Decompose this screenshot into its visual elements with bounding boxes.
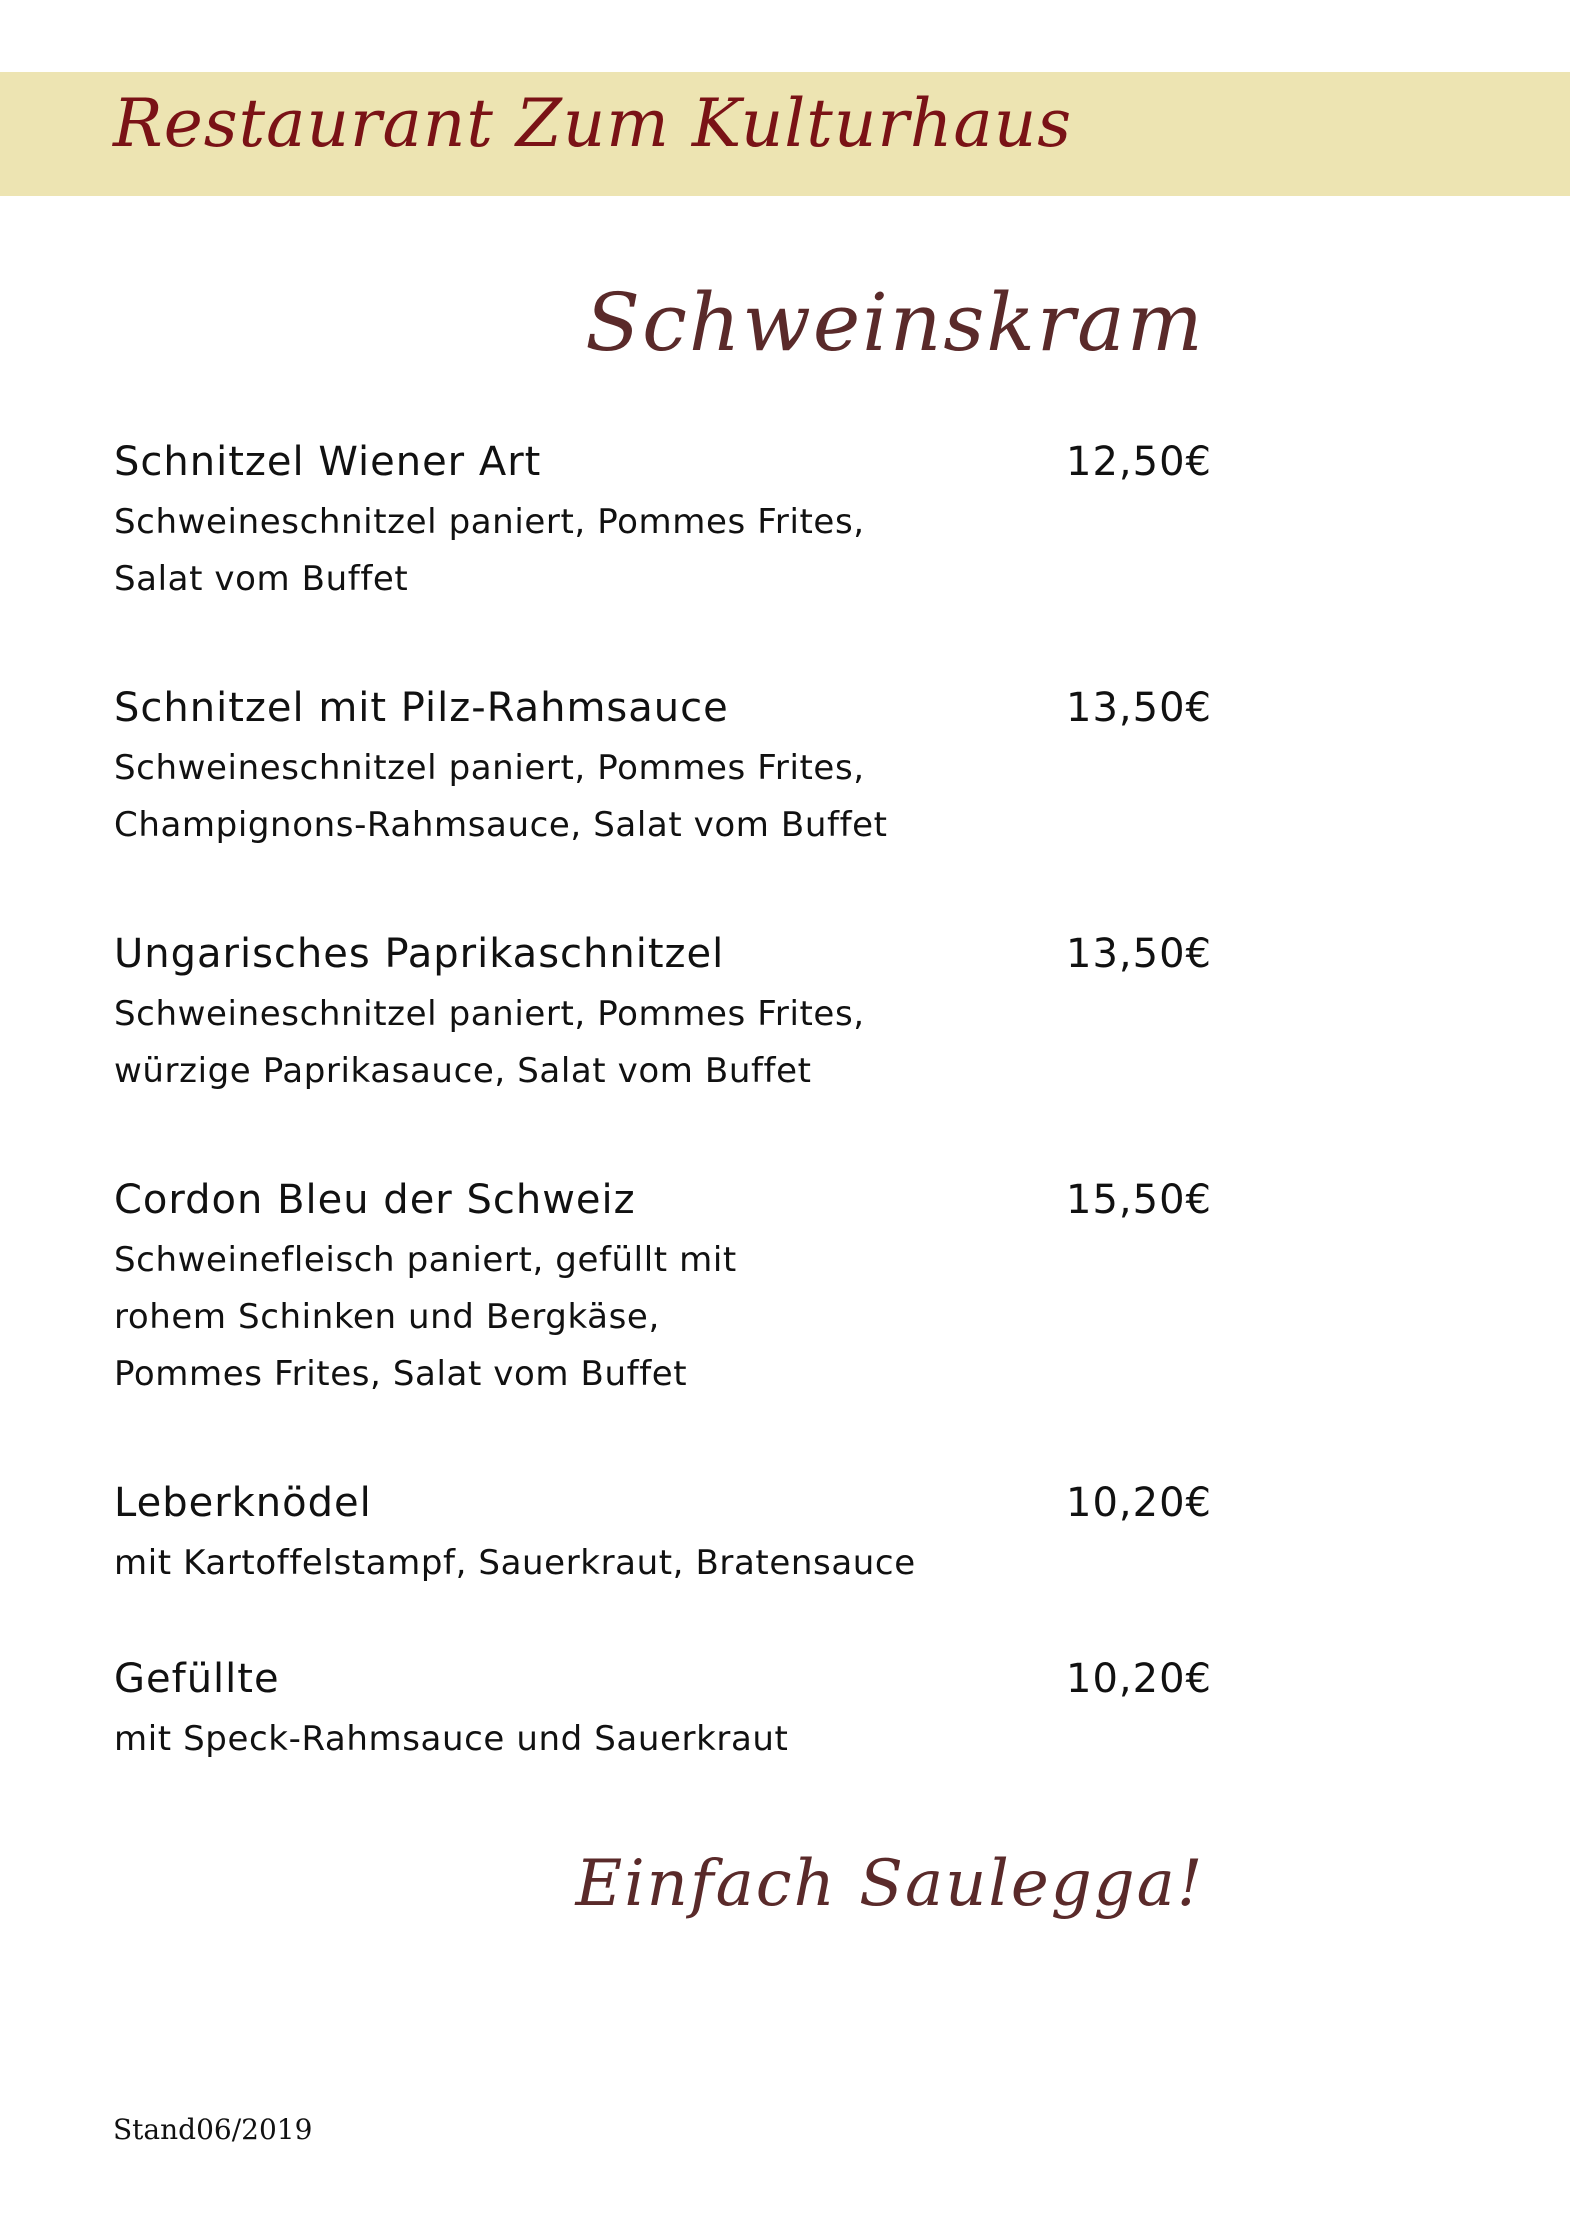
- menu-list: [114, 430, 1214, 1768]
- section-title: Schweinskram: [585, 276, 1205, 369]
- item-price: 13,50€: [1066, 931, 1212, 977]
- item-description: rohem Schinken und Bergkäse,: [114, 1297, 660, 1337]
- item-name: Schnitzel mit Pilz-Rahmsauce: [114, 685, 729, 731]
- item-name: Ungarisches Paprikaschnitzel: [114, 931, 725, 977]
- menu-item: [114, 1168, 1214, 1403]
- menu-item: [114, 676, 1214, 854]
- restaurant-name: Restaurant Zum Kulturhaus: [113, 85, 1073, 162]
- item-description: Salat vom Buffet: [114, 559, 409, 599]
- menu-item: [114, 922, 1214, 1100]
- stand-date: Stand06/2019: [113, 2113, 313, 2146]
- item-description: mit Kartoffelstampf, Sauerkraut, Bratensauce: [114, 1543, 916, 1583]
- item-name: Leberknödel: [114, 1480, 372, 1526]
- item-price: 10,20€: [1066, 1656, 1212, 1702]
- slogan: Einfach Saulegga!: [575, 1847, 1205, 1921]
- item-description: mit Speck-Rahmsauce und Sauerkraut: [114, 1719, 789, 1759]
- menu-item: [114, 1471, 1214, 1592]
- item-price: 13,50€: [1066, 685, 1212, 731]
- item-description: Schweineschnitzel paniert, Pommes Frites,: [114, 994, 865, 1034]
- menu-item: [114, 430, 1214, 608]
- item-description: Pommes Frites, Salat vom Buffet: [114, 1354, 688, 1394]
- item-price: 12,50€: [1066, 439, 1212, 485]
- item-description: Schweineschnitzel paniert, Pommes Frites,: [114, 502, 865, 542]
- item-description: Schweineschnitzel paniert, Pommes Frites,: [114, 748, 865, 788]
- menu-item: [114, 1647, 1214, 1768]
- item-price: 15,50€: [1066, 1177, 1212, 1223]
- item-description: Champignons-Rahmsauce, Salat vom Buffet: [114, 805, 888, 845]
- item-name: Cordon Bleu der Schweiz: [114, 1177, 636, 1223]
- item-name: Gefüllte: [114, 1656, 280, 1702]
- item-name: Schnitzel Wiener Art: [114, 439, 542, 485]
- item-description: Schweinefleisch paniert, gefüllt mit: [114, 1240, 737, 1280]
- item-price: 10,20€: [1066, 1480, 1212, 1526]
- item-description: würzige Paprikasauce, Salat vom Buffet: [114, 1051, 812, 1091]
